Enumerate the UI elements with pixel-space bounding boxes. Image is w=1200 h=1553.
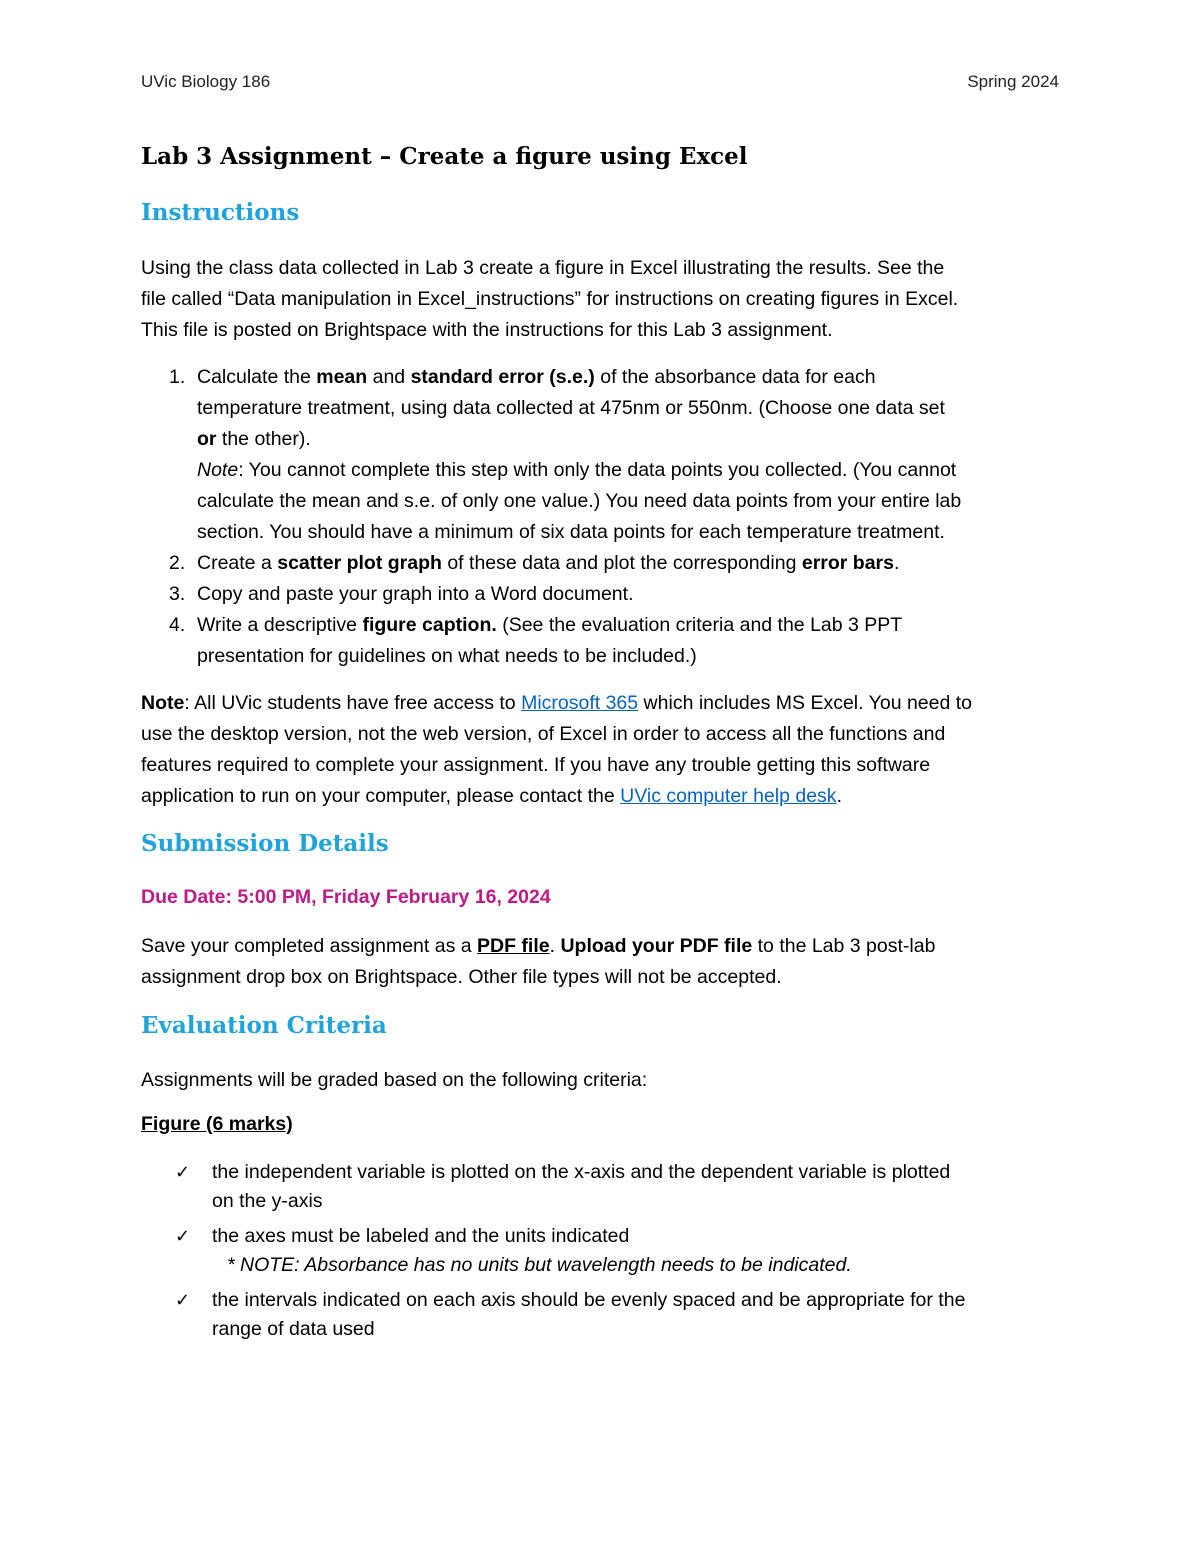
step-bold-or: or <box>197 428 217 450</box>
intro-line: Using the class data collected in Lab 3 create a figure in Excel illustrating the results. See the <box>141 257 945 279</box>
step-bold-caption: figure caption. <box>362 614 497 636</box>
step-text: (See the evaluation criteria and the Lab 3 PPT <box>496 614 903 636</box>
criterion-text: the intervals indicated on each axis should be evenly spaced and be appropriate for the <box>212 1289 966 1311</box>
evaluation-intro: Assignments will be graded based on the following criteria: <box>141 1069 648 1091</box>
criterion-item <box>141 1158 1066 1216</box>
intro-line: This file is posted on Brightspace with the instructions for this Lab 3 assignment. <box>141 319 833 341</box>
note-label: Note <box>197 459 239 481</box>
criteria-list <box>141 1158 1066 1350</box>
submission-text-part: to the Lab 3 post-lab <box>752 935 936 957</box>
note-text: : You cannot complete this step with only the data points you collected. (You cannot <box>238 459 957 481</box>
criterion-text: the axes must be labeled and the units indicated <box>212 1225 630 1247</box>
submission-text-part: Save your completed assignment as a <box>141 935 478 957</box>
step-text: of these data and plot the corresponding <box>441 552 802 574</box>
instructions-intro <box>141 253 1066 346</box>
step-text: Calculate the <box>197 366 317 388</box>
step-bold-error-bars: error bars <box>801 552 894 574</box>
step-3 <box>141 579 1066 610</box>
criterion-text: on the y-axis <box>212 1190 323 1212</box>
step-text: Copy and paste your graph into a Word document. <box>197 583 634 605</box>
step-text: and <box>367 366 411 388</box>
figure-marks-heading: Figure (6 marks) <box>141 1113 293 1135</box>
instructions-heading: Instructions <box>141 199 300 226</box>
microsoft-365-link[interactable]: Microsoft 365 <box>521 692 639 714</box>
note-label: Note <box>141 692 185 714</box>
course-name: UVic Biology 186 <box>141 72 271 91</box>
step-number: 1. <box>169 366 186 388</box>
step-text: . <box>893 552 900 574</box>
step-bold-se: standard error (s.e.) <box>410 366 595 388</box>
note-text: section. You should have a minimum of six data points for each temperature treatment. <box>197 521 945 543</box>
intro-line: file called “Data manipulation in Excel_instructions” for instructions on creating figures in Excel. <box>141 288 959 310</box>
pdf-file-label: PDF file <box>477 935 550 957</box>
checkmark-icon: ✓ <box>175 1290 191 1310</box>
step-bold-mean: mean <box>316 366 368 388</box>
step-text: Create a <box>197 552 278 574</box>
step-1 <box>141 362 1066 548</box>
criterion-item <box>141 1286 1066 1344</box>
step-number: 3. <box>169 583 186 605</box>
submission-text-part: assignment drop box on Brightspace. Other file types will not be accepted. <box>141 966 782 988</box>
step-bold-scatter: scatter plot graph <box>277 552 442 574</box>
page-header <box>141 72 1059 92</box>
upload-label: Upload your PDF file <box>560 935 753 957</box>
note-text: which includes MS Excel. You need to <box>638 692 973 714</box>
criterion-text: range of data used <box>212 1318 375 1340</box>
step-text: of the absorbance data for each <box>594 366 876 388</box>
checkmark-icon: ✓ <box>175 1226 191 1246</box>
step-text: presentation for guidelines on what needs to be included.) <box>197 645 697 667</box>
step-text: Write a descriptive <box>197 614 363 636</box>
submission-text <box>141 931 1066 993</box>
step-number: 4. <box>169 614 186 636</box>
submission-heading: Submission Details <box>141 830 389 857</box>
step-text: temperature treatment, using data collected at 475nm or 550nm. (Choose one data set <box>197 397 945 419</box>
criterion-item <box>141 1222 1066 1280</box>
due-date: Due Date: 5:00 PM, Friday February 16, 2024 <box>141 886 551 908</box>
submission-text-part: . <box>549 935 561 957</box>
note-text: application to run on your computer, please contact the <box>141 785 621 807</box>
note-text: calculate the mean and s.e. of only one value.) You need data points from your entire lab <box>197 490 962 512</box>
note-text: features required to complete your assignment. If you have any trouble getting this software <box>141 754 931 776</box>
help-desk-link[interactable]: UVic computer help desk <box>620 785 837 807</box>
note-text: . <box>836 785 842 807</box>
steps-list <box>141 362 1066 672</box>
software-note <box>141 688 1066 812</box>
checkmark-icon: ✓ <box>175 1162 191 1182</box>
step-4 <box>141 610 1066 672</box>
document-title: Lab 3 Assignment – Create a figure using Excel <box>141 143 748 170</box>
step-2 <box>141 548 1066 579</box>
criterion-text: the independent variable is plotted on the x-axis and the dependent variable is plotted <box>212 1161 951 1183</box>
step-text: the other). <box>216 428 311 450</box>
note-text: use the desktop version, not the web version, of Excel in order to access all the functions and <box>141 723 946 745</box>
evaluation-heading: Evaluation Criteria <box>141 1012 387 1039</box>
step-number: 2. <box>169 552 186 574</box>
criterion-note: * NOTE: Absorbance has no units but wavelength needs to be indicated. <box>227 1254 852 1276</box>
term-label: Spring 2024 <box>967 72 1059 91</box>
note-text: : All UVic students have free access to <box>184 692 522 714</box>
